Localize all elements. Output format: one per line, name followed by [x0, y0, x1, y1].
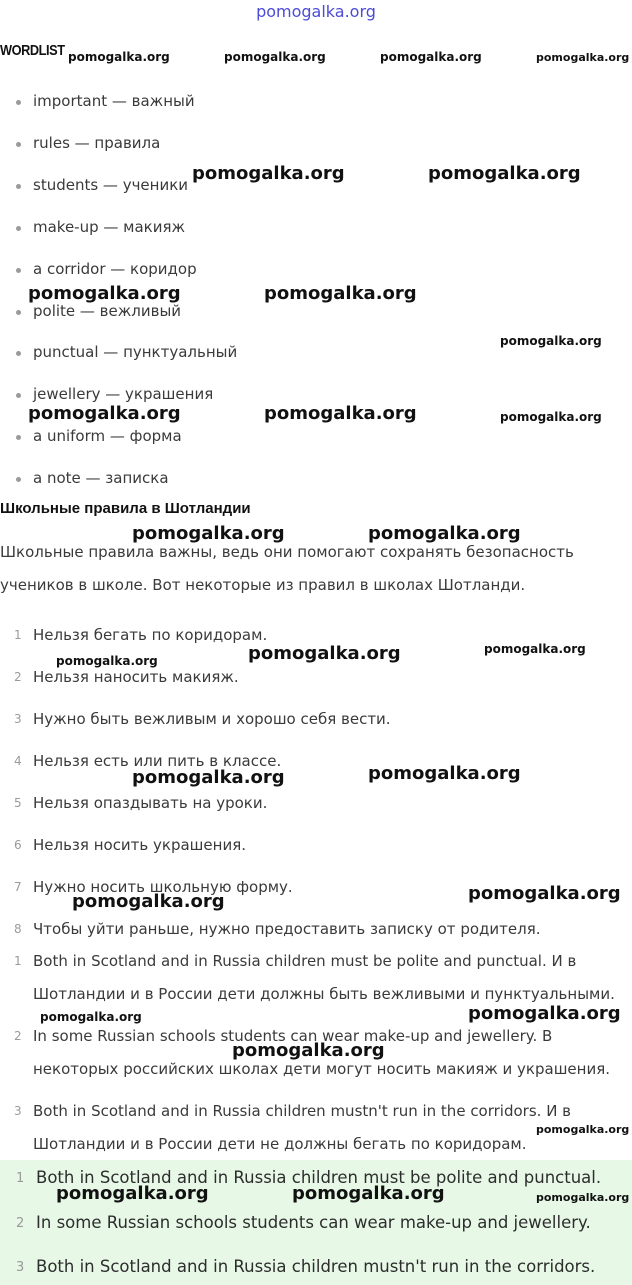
rule-item: Нельзя наносить макияж. — [33, 668, 239, 686]
list-item: rules — правила — [33, 134, 161, 152]
rule-item: Нельзя носить украшения. — [33, 836, 246, 854]
watermark-text: pomogalka.org — [536, 1191, 630, 1204]
highlight-number: 1 — [16, 1171, 25, 1186]
watermark-text: pomogalka.org — [484, 642, 586, 656]
rule-item: Чтобы уйти раньше, нужно предоставить записку от родителя. — [33, 920, 541, 938]
answer-line: Both in Scotland and in Russia children mustn't run in the corridors. И в — [33, 1102, 572, 1120]
rule-number: 2 — [14, 670, 22, 684]
watermark-text: pomogalka.org — [28, 403, 181, 424]
watermark-text: pomogalka.org — [380, 50, 482, 64]
list-item: punctual — пунктуальный — [33, 343, 238, 361]
watermark-text: pomogalka.org — [56, 1183, 209, 1204]
watermark-text: pomogalka.org — [72, 891, 225, 912]
rule-number: 1 — [14, 628, 22, 642]
rule-item: Нельзя бегать по коридорам. — [33, 626, 268, 644]
watermark-text: pomogalka.org — [368, 763, 521, 784]
answer-line: Both in Scotland and in Russia children must be polite and punctual. И в — [33, 952, 577, 970]
list-item: polite — вежливый — [33, 302, 182, 320]
section-paragraph-line: учеников в школе. Вот некоторые из правил в школах Шотланди. — [0, 576, 526, 594]
answer-line: Шотландии и в России дети не должны бегать по коридорам. — [33, 1135, 527, 1153]
rule-number: 6 — [14, 838, 22, 852]
bullet-icon — [16, 268, 21, 273]
highlight-item: In some Russian schools students can wear make-up and jewellery. — [36, 1213, 591, 1232]
answer-line: In some Russian schools students can wear make-up and jewellery. В — [33, 1027, 553, 1045]
watermark-text: pomogalka.org — [500, 334, 602, 348]
answer-number: 1 — [14, 954, 22, 968]
rule-number: 3 — [14, 712, 22, 726]
highlight-item: Both in Scotland and in Russia children mustn't run in the corridors. — [36, 1257, 596, 1276]
highlight-item: Both in Scotland and in Russia children must be polite and punctual. — [36, 1168, 602, 1187]
watermark-text: pomogalka.org — [500, 410, 602, 424]
bullet-icon — [16, 226, 21, 231]
watermark-text: pomogalka.org — [536, 51, 630, 64]
watermark-text: pomogalka.org — [40, 1010, 142, 1024]
bullet-icon — [16, 477, 21, 482]
section-paragraph-line: Школьные правила важны, ведь они помогают сохранять безопасность — [0, 543, 574, 561]
watermark-text: pomogalka.org — [536, 1123, 630, 1136]
answer-number: 3 — [14, 1104, 22, 1118]
wordlist-title: WORDLIST — [0, 42, 65, 59]
rule-number: 8 — [14, 922, 22, 936]
bullet-icon — [16, 310, 21, 315]
bullet-icon — [16, 142, 21, 147]
watermark-text: pomogalka.org — [468, 883, 621, 904]
list-item: jewellery — украшения — [33, 385, 214, 403]
watermark-text: pomogalka.org — [468, 1003, 621, 1024]
list-item: a corridor — коридор — [33, 260, 197, 278]
rule-item: Нельзя есть или пить в классе. — [33, 752, 282, 770]
rule-number: 7 — [14, 880, 22, 894]
highlighted-answers — [0, 1160, 632, 1285]
bullet-icon — [16, 100, 21, 105]
watermark-text: pomogalka.org — [56, 654, 158, 668]
watermark-text: pomogalka.org — [132, 523, 285, 544]
answer-line: Шотландии и в России дети должны быть вежливыми и пунктуальными. — [33, 985, 615, 1003]
rule-item: Нужно носить школьную форму. — [33, 878, 293, 896]
list-item: a note — записка — [33, 469, 169, 487]
watermark-text: pomogalka.org — [368, 523, 521, 544]
watermark-text: pomogalka.org — [132, 767, 285, 788]
list-item: important — важный — [33, 92, 195, 110]
list-item: make-up — макияж — [33, 218, 186, 236]
top-watermark: pomogalka.org — [256, 2, 376, 21]
watermark-text: pomogalka.org — [224, 50, 326, 64]
watermark-text: pomogalka.org — [264, 283, 417, 304]
highlight-number: 2 — [16, 1216, 25, 1231]
watermark-text: pomogalka.org — [68, 50, 170, 64]
rule-item: Нужно быть вежливым и хорошо себя вести. — [33, 710, 391, 728]
watermark-text: pomogalka.org — [264, 403, 417, 424]
watermark-text: pomogalka.org — [28, 283, 181, 304]
watermark-text: pomogalka.org — [192, 163, 345, 184]
watermark-text: pomogalka.org — [292, 1183, 445, 1204]
rule-item: Нельзя опаздывать на уроки. — [33, 794, 268, 812]
watermark-text: pomogalka.org — [232, 1040, 385, 1061]
list-item: students — ученики — [33, 176, 189, 194]
answer-number: 2 — [14, 1029, 22, 1043]
bullet-icon — [16, 393, 21, 398]
bullet-icon — [16, 351, 21, 356]
highlight-number: 3 — [16, 1260, 25, 1275]
rule-number: 5 — [14, 796, 22, 810]
bullet-icon — [16, 184, 21, 189]
answer-line: некоторых российских школах дети могут носить макияж и украшения. — [33, 1060, 611, 1078]
rule-number: 4 — [14, 754, 22, 768]
bullet-icon — [16, 435, 21, 440]
watermark-text: pomogalka.org — [428, 163, 581, 184]
watermark-text: pomogalka.org — [248, 643, 401, 664]
list-item: a uniform — форма — [33, 427, 182, 445]
section-title: Школьные правила в Шотландии — [0, 500, 251, 517]
